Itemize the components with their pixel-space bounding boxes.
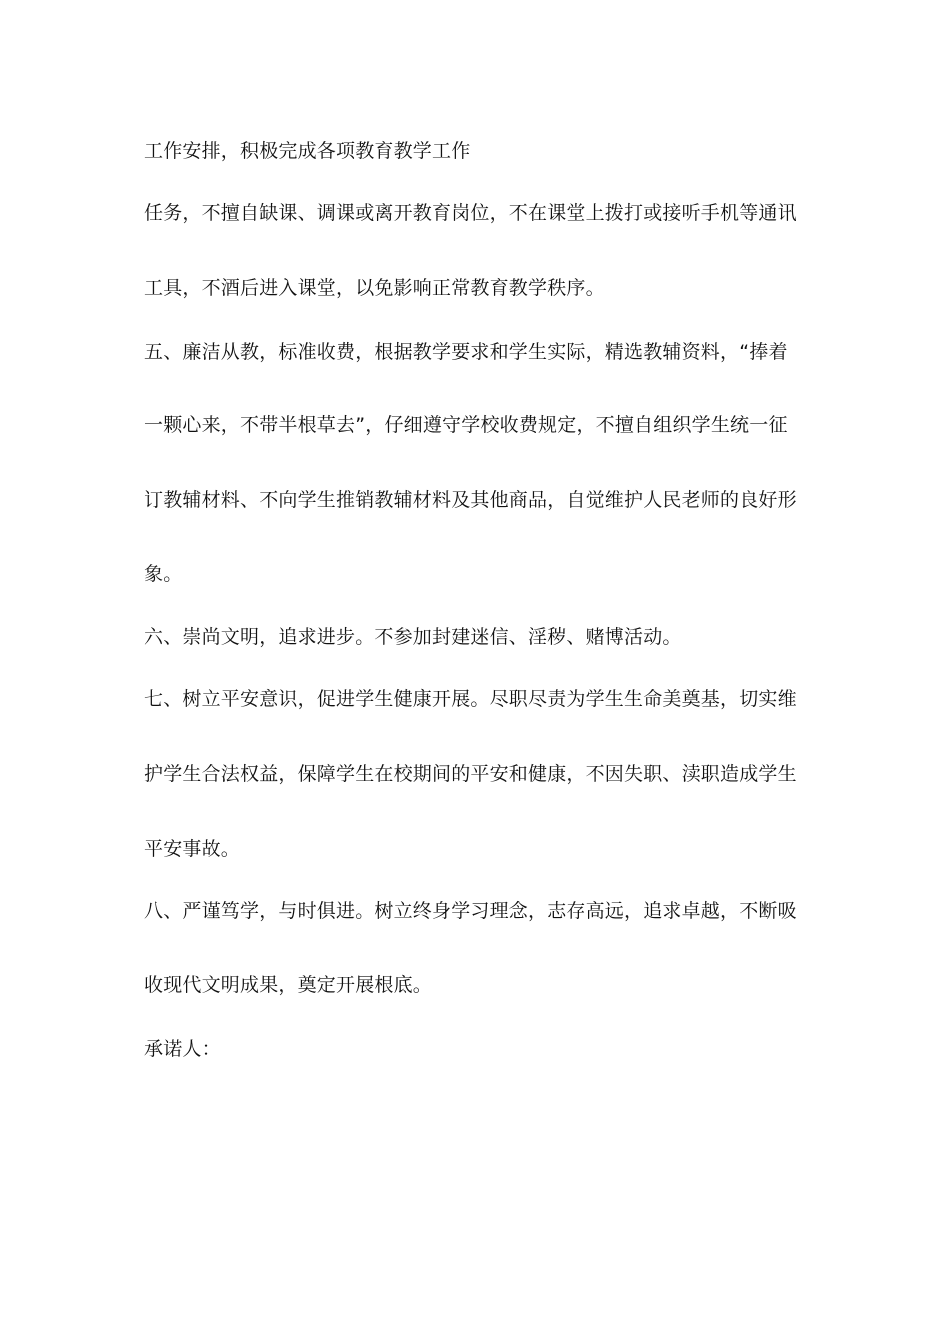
text-line: 工作安排，积极完成各项教育教学工作 bbox=[144, 140, 471, 162]
text-line: 护学生合法权益，保障学生在校期间的平安和健康，不因失职、渎职造成学生 bbox=[144, 763, 797, 785]
text-line: 七、树立平安意识，促进学生健康开展。尽职尽责为学生生命美奠基，切实维 bbox=[144, 688, 797, 710]
text-line: 平安事故。 bbox=[144, 838, 241, 860]
text-line: 象。 bbox=[144, 563, 183, 585]
text-line: 五、廉洁从教，标准收费，根据教学要求和学生实际，精选教辅资料，“捧着 bbox=[144, 341, 788, 363]
text-line: 收现代文明成果，奠定开展根底。 bbox=[144, 974, 433, 996]
text-line: 任务，不擅自缺课、调课或离开教育岗位，不在课堂上拨打或接听手机等通讯 bbox=[144, 202, 797, 224]
signature-label: 承诺人： bbox=[144, 1038, 221, 1060]
text-line: 订教辅材料、不向学生推销教辅材料及其他商品，自觉维护人民老师的良好形 bbox=[144, 489, 797, 511]
text-line: 八、严谨笃学，与时俱进。树立终身学习理念，志存高远，追求卓越，不断吸 bbox=[144, 900, 797, 922]
text-line: 一颗心来，不带半根草去”，仔细遵守学校收费规定，不擅自组织学生统一征 bbox=[144, 414, 788, 436]
text-line: 六、崇尚文明，追求进步。不参加封建迷信、淫秽、赌博活动。 bbox=[144, 626, 682, 648]
text-line: 工具，不酒后进入课堂，以免影响正常教育教学秩序。 bbox=[144, 277, 605, 299]
